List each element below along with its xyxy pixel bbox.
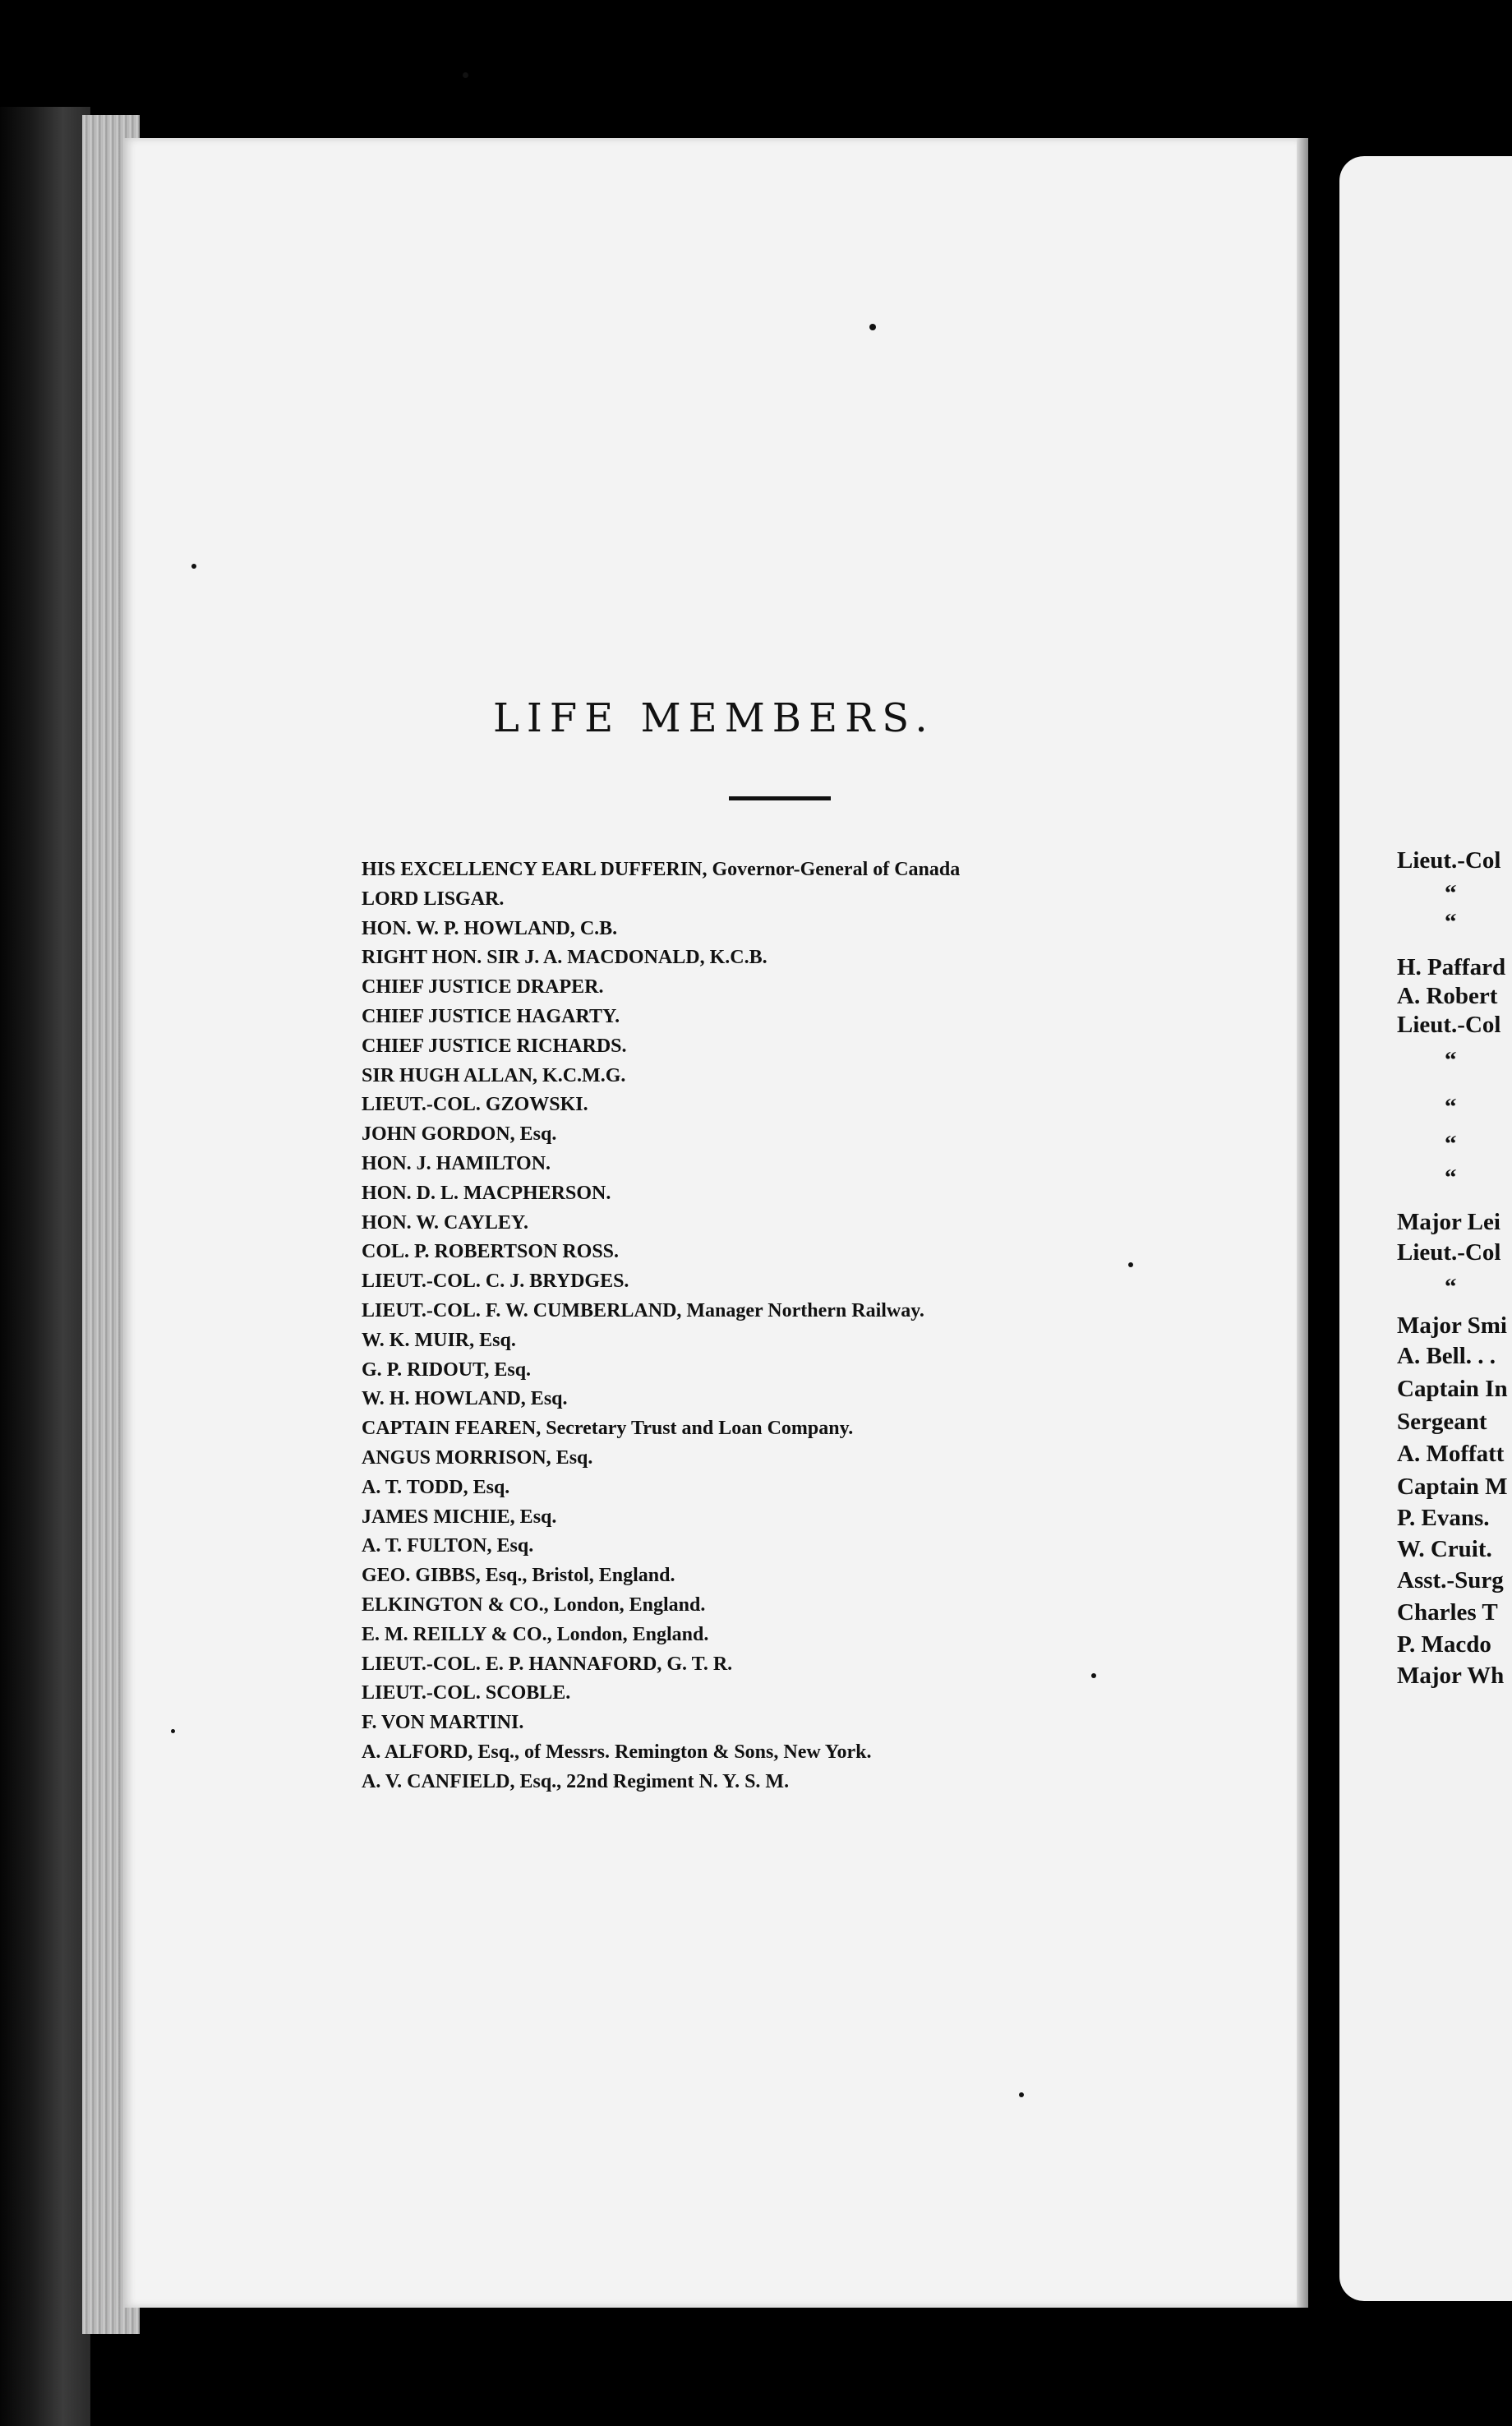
dust-speck	[1019, 2092, 1024, 2097]
title-rule	[729, 796, 831, 800]
member-entry: HON. J. HAMILTON.	[362, 1152, 551, 1174]
facing-page-line: W. Cruit.	[1397, 1536, 1492, 1562]
member-entry: W. H. HOWLAND, Esq.	[362, 1388, 568, 1410]
member-entry: ELKINGTON & CO., London, England.	[362, 1594, 706, 1616]
member-entry: CHIEF JUSTICE HAGARTY.	[362, 1005, 620, 1027]
member-entry: W. K. MUIR, Esq.	[362, 1329, 516, 1351]
dust-speck	[1128, 1262, 1133, 1267]
dust-speck	[171, 1729, 175, 1733]
facing-page-line: P. Macdo	[1397, 1631, 1491, 1658]
page-edge-shadow	[1297, 138, 1308, 2308]
member-entry: LIEUT.-COL. SCOBLE.	[362, 1682, 571, 1704]
facing-page-line: A. Robert	[1397, 983, 1498, 1009]
facing-page-line: A. Moffatt	[1397, 1441, 1505, 1467]
facing-page-line: Asst.-Surg	[1397, 1567, 1504, 1594]
member-entry: RIGHT HON. SIR J. A. MACDONALD, K.C.B.	[362, 947, 768, 969]
member-entry: LIEUT.-COL. F. W. CUMBERLAND, Manager Northern Railway.	[362, 1299, 924, 1321]
life-members-list	[362, 856, 1282, 1797]
member-entry: CAPTAIN FEAREN, Secretary Trust and Loan Company.	[362, 1418, 854, 1440]
facing-page-line: “	[1445, 1094, 1457, 1120]
dust-speck	[1091, 1673, 1096, 1678]
facing-page-line: Lieut.-Col	[1397, 1012, 1501, 1038]
facing-page-line: P. Evans.	[1397, 1505, 1490, 1531]
member-entry: LIEUT.-COL. C. J. BRYDGES.	[362, 1271, 629, 1293]
member-entry: COL. P. ROBERTSON ROSS.	[362, 1241, 620, 1263]
dust-speck	[463, 72, 468, 78]
member-entry: JAMES MICHIE, Esq.	[362, 1506, 557, 1528]
member-entry: HON. D. L. MACPHERSON.	[362, 1182, 611, 1204]
member-entry: A. ALFORD, Esq., of Messrs. Remington & Sons, New York.	[362, 1741, 872, 1763]
facing-page-line: “	[1445, 1047, 1457, 1073]
member-entry: F. VON MARTINI.	[362, 1712, 524, 1734]
member-entry: ANGUS MORRISON, Esq.	[362, 1446, 593, 1469]
facing-page-line: “	[1445, 880, 1457, 906]
facing-page-line: A. Bell. . .	[1397, 1343, 1496, 1369]
facing-page-line: Captain M	[1397, 1474, 1508, 1500]
page-title: LIFE MEMBERS.	[493, 695, 935, 741]
member-entry: A. V. CANFIELD, Esq., 22nd Regiment N. Y. S. M.	[362, 1770, 790, 1792]
dust-speck	[869, 324, 876, 330]
facing-page-line: Charles T	[1397, 1599, 1498, 1626]
dust-speck	[191, 564, 196, 569]
member-entry: LIEUT.-COL. E. P. HANNAFORD, G. T. R.	[362, 1653, 733, 1675]
member-entry: A. T. TODD, Esq.	[362, 1476, 510, 1498]
member-entry: SIR HUGH ALLAN, K.C.M.G.	[362, 1064, 626, 1086]
facing-page-line: “	[1445, 909, 1457, 935]
member-entry: CHIEF JUSTICE DRAPER.	[362, 976, 604, 999]
member-entry: GEO. GIBBS, Esq., Bristol, England.	[362, 1565, 675, 1587]
facing-page-line: Captain In	[1397, 1376, 1508, 1402]
member-entry: E. M. REILLY & CO., London, England.	[362, 1623, 709, 1645]
member-entry: CHIEF JUSTICE RICHARDS.	[362, 1035, 627, 1057]
book-binding	[0, 107, 90, 2426]
facing-page-line: Major Wh	[1397, 1663, 1505, 1689]
facing-page-line: “	[1445, 1274, 1457, 1300]
facing-page-line: “	[1445, 1131, 1457, 1157]
member-entry: JOHN GORDON, Esq.	[362, 1123, 557, 1146]
member-entry: G. P. RIDOUT, Esq.	[362, 1358, 532, 1381]
member-entry: HIS EXCELLENCY EARL DUFFERIN, Governor-General of Canada	[362, 859, 961, 880]
member-entry: HON. W. P. HOWLAND, C.B.	[362, 917, 618, 939]
member-entry: HON. W. CAYLEY.	[362, 1211, 528, 1234]
facing-page-line: “	[1445, 1165, 1457, 1191]
facing-page-line: Lieut.-Col	[1397, 847, 1501, 874]
facing-page-line: Lieut.-Col	[1397, 1239, 1501, 1266]
member-entry: LIEUT.-COL. GZOWSKI.	[362, 1094, 588, 1116]
facing-page-line: H. Paffard	[1397, 954, 1506, 980]
facing-page-line: Major Smi	[1397, 1312, 1507, 1339]
facing-page-line: Sergeant	[1397, 1409, 1487, 1435]
member-entry: LORD LISGAR.	[362, 888, 505, 910]
member-entry: A. T. FULTON, Esq.	[362, 1535, 534, 1557]
facing-page-line: Major Lei	[1397, 1209, 1500, 1235]
